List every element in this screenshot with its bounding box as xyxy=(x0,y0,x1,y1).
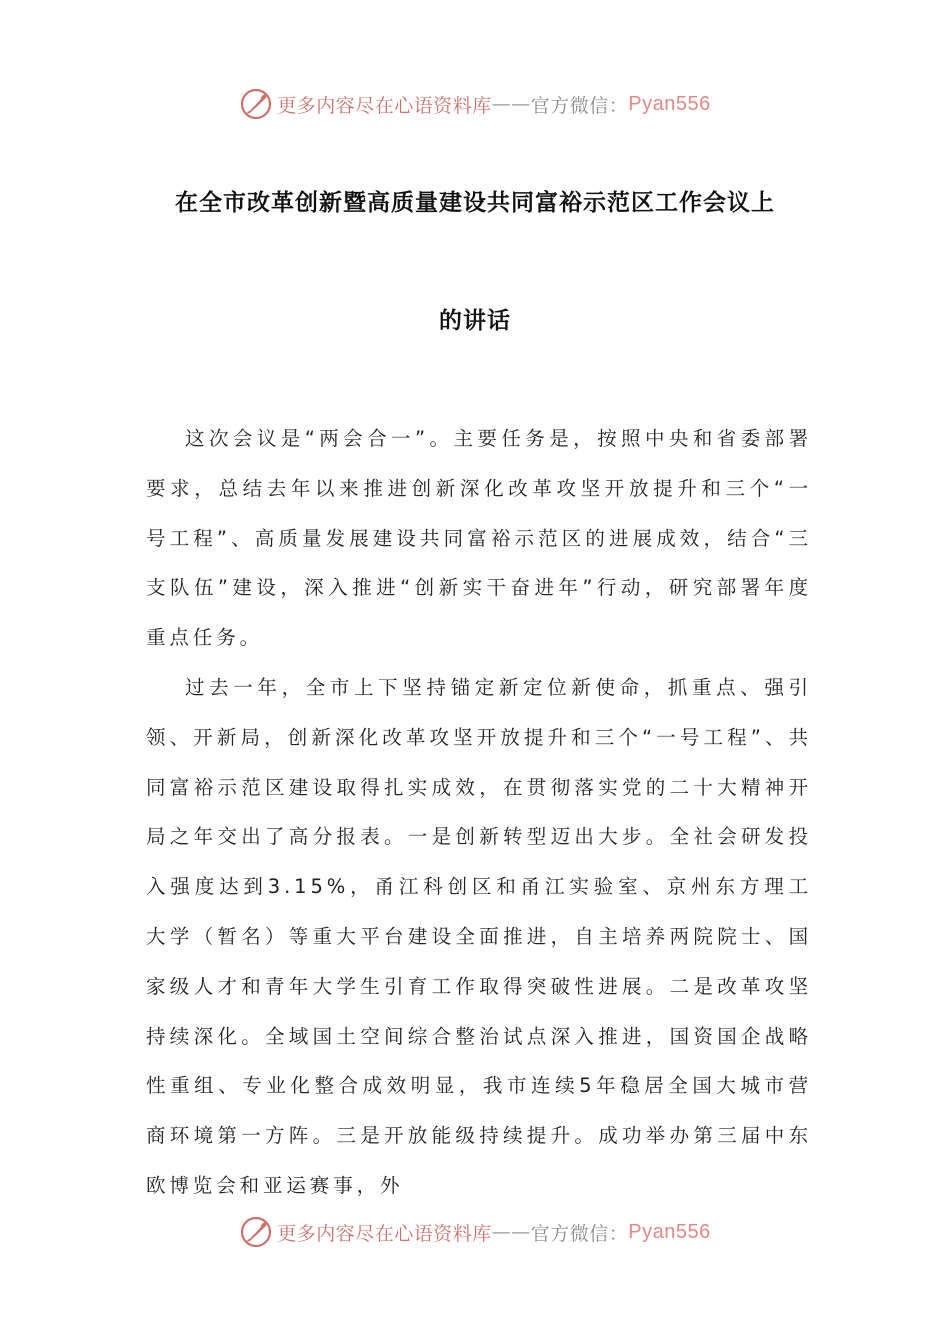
banner-wechat-label: 官方微信： xyxy=(530,94,629,117)
document-title-line2: 的讲话 xyxy=(439,307,511,334)
header-banner xyxy=(0,84,950,124)
document-body xyxy=(146,414,812,1211)
quill-pen-logo-icon xyxy=(239,1215,273,1249)
banner-wechat-label: 官方微信： xyxy=(530,1222,629,1245)
banner-separator: —— xyxy=(491,1221,531,1243)
paragraph: 过去一年，全市上下坚持锚定新定位新使命，抓重点、强引领、开新局，创新深化改革攻坚开放提升和三个“一号工程”、共同富裕示范区建设取得扎实成效，在贯彻落实党的二十大精神开局之年交出了高分报表。一是创新转型迈出大步。全社会研发投入强度达到3.15%，甬江科创区和甬江实验室、京州东方理工大学（暂名）等重大平台建设全面推进，自主培养两院院士、国家级人才和青年大学生引育工作取得突破性进展。二是改革攻坚持续深化。全域国土空间综合整治试点深入推进，国资国企战略性重组、专业化整合成效明显，我市连续5年稳居全国大城市营商环境第一方阵。三是开放能级持续提升。成功举办第三届中东欧博览会和亚运赛事，外 xyxy=(146,675,812,1197)
footer-banner xyxy=(0,1212,950,1252)
banner-brand-text: 更多内容尽在心语资料库 xyxy=(277,1222,492,1245)
paragraph: 这次会议是“两会合一”。主要任务是，按照中央和省委部署要求，总结去年以来推进创新深化改革攻坚开放提升和三个“一号工程”、高质量发展建设共同富裕示范区的进展成效，结合“三支队伍”建设，深入推进“创新实干奋进年”行动，研究部署年度重点任务。 xyxy=(146,427,812,650)
banner-wechat-id: Pyan556 xyxy=(628,1220,711,1243)
document-title-line1: 在全市改革创新暨高质量建设共同富裕示范区工作会议上 xyxy=(175,189,775,216)
banner-brand-text: 更多内容尽在心语资料库 xyxy=(277,94,492,117)
banner-separator: —— xyxy=(491,93,531,115)
quill-pen-logo-icon xyxy=(239,87,273,121)
banner-wechat-id: Pyan556 xyxy=(628,92,711,115)
